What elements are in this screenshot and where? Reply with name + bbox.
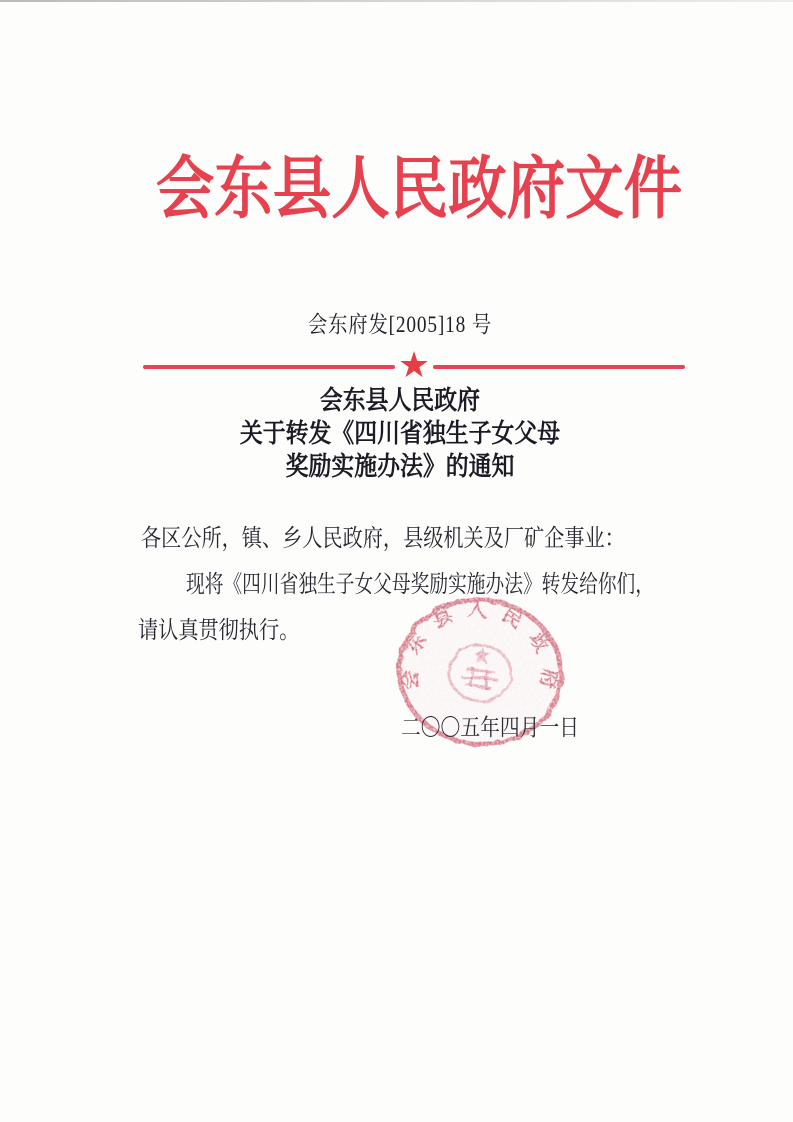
doc-number: 会东府发[2005]18 号	[307, 312, 493, 337]
red-divider-right-line	[433, 365, 685, 369]
document-title-line-2: 关于转发《四川省独生子女父母	[239, 419, 561, 449]
red-divider-left-line	[143, 365, 395, 369]
scan-edge-artifact	[0, 0, 793, 2]
red-divider	[143, 347, 685, 387]
org-title: 会东县人民政府文件	[155, 151, 683, 227]
body-text-line-1: 现将《四川省独生子女父母奖励实施办法》转发给你们，	[186, 572, 654, 598]
seal-arc-text: 会东县人民政府	[396, 596, 563, 704]
document-title-line-1: 会东县人民政府	[319, 386, 481, 416]
document-title-line-3: 奖励实施办法》的通知	[285, 452, 515, 482]
star-icon: ★	[397, 345, 431, 386]
doc-date: 二〇〇五年四月一日	[401, 715, 580, 740]
document-title	[20, 385, 780, 484]
body-text-line-2: 请认真贯彻执行。	[138, 618, 300, 644]
salutation: 各区公所，镇、乡人民政府，县级机关及厂矿企事业：	[141, 526, 625, 552]
